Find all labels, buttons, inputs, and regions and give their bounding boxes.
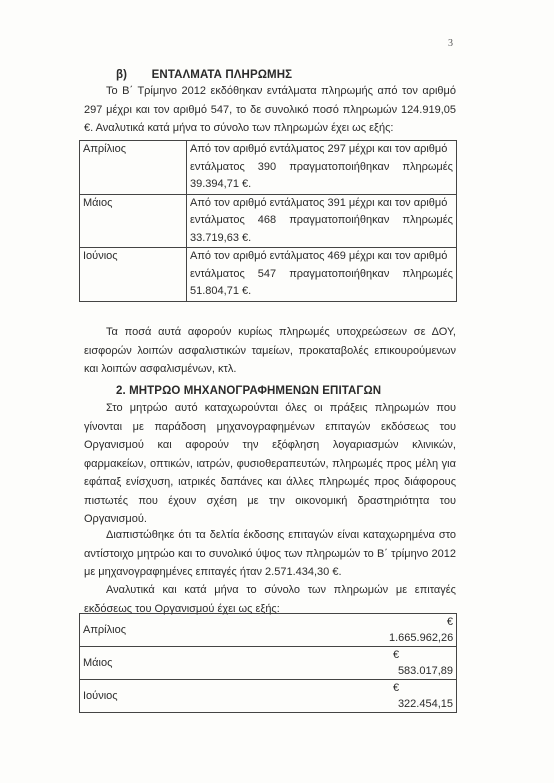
payment-orders-table: [79, 140, 457, 302]
table-row: [80, 194, 457, 248]
description-cell: Από τον αριθμό εντάλματος 469 μέχρι και τον αριθμό εντάλματος 547 πραγματοποιήθηκαν πληρωμές 51.804,71 €.: [187, 248, 457, 302]
month-cell: Μάιος: [80, 194, 187, 248]
section-2-title: 2. ΜΗΤΡΩΟ ΜΗΧΑΝΟΓΡΑΦΗΜΕΝΩΝ ΕΠΙΤΑΓΩΝ: [116, 385, 382, 397]
section-b-intro: Το Β΄ Τρίμηνο 2012 εκδόθηκαν εντάλματα πληρωμής από τον αριθμό 297 μέχρι και τον αριθμό 547, το δε συνολικό ποσό πληρωμών 124.919,05 €. Αναλυτικά κατά μήνα το σύνολο των πληρωμών έχει ως εξής:: [84, 85, 456, 134]
month-cell: Ιούνιος: [80, 248, 187, 302]
section-b-title: ΕΝΤΑΛΜΑΤΑ ΠΛΗΡΩΜΗΣ: [151, 69, 293, 81]
amount-cell: € 322.454,15: [386, 680, 457, 713]
table-row: [80, 680, 457, 713]
description-cell: Από τον αριθμό εντάλματος 391 μέχρι και τον αριθμό εντάλματος 468 πραγματοποιήθηκαν πληρωμές 33.719,63 €.: [187, 194, 457, 248]
page-number: 3: [448, 38, 453, 49]
section-2-paragraph-2: Διαπιστώθηκε ότι τα δελτία έκδοσης επιταγών είναι καταχωρημένα στο αντίστοιχο μητρώο και το συνολικό ύψος των πληρωμών το Β΄ τρίμηνο 2012 με μηχανογραφημένες επιταγές ήταν 2.571.434,30 €.: [84, 529, 456, 578]
section-b-marker: β): [116, 69, 128, 81]
table-row: [80, 248, 457, 302]
month-cell: Απρίλιος: [80, 141, 187, 195]
cheques-table: [79, 613, 457, 713]
section-2-paragraph-3: Αναλυτικά και κατά μήνα το σύνολο των πληρωμών με επιταγές εκδόσεως του Οργανισμού έχει ως εξής:: [84, 584, 456, 615]
description-cell: Από τον αριθμό εντάλματος 297 μέχρι και τον αριθμό εντάλματος 390 πραγματοποιήθηκαν πληρωμές 39.394,71 €.: [187, 141, 457, 195]
section-b-heading: [116, 69, 292, 81]
amount-cell: € 1.665.962,26: [386, 614, 457, 647]
amount-cell: € 583.017,89: [386, 647, 457, 680]
table-row: [80, 647, 457, 680]
table-row: [80, 141, 457, 195]
section-2-paragraph-1: Στο μητρώο αυτό καταχωρούνται όλες οι πράξεις πληρωμών που γίνονται με παράδοση μηχανογραφημένων επιταγών εκδόσεως του Οργανισμού και αφορούν την εξόφληση λογαριασμών κλινικών, φαρμακείων, οπτικών, ιατρών, φυσιοθεραπευτών, πληρωμές προς μέλη για εφάπαξ ενίσχυση, ιατρικές δαπάνες και άλλες πληρωμές προς διάφορους πιστωτές που έχουν σχέση με την οικονομική δραστηριότητα του Οργανισμού.: [84, 402, 456, 525]
month-cell: Απρίλιος: [80, 614, 387, 647]
table-row: [80, 614, 457, 647]
month-cell: Ιούνιος: [80, 680, 387, 713]
month-cell: Μάιος: [80, 647, 387, 680]
section-b-after: Τα ποσά αυτά αφορούν κυρίως πληρωμές υποχρεώσεων σε ΔΟΥ, εισφορών λοιπών ασφαλιστικών ταμείων, προκαταβολές επικουρούμενων και λοιπών ασφαλισμένων, κτλ.: [84, 326, 456, 375]
